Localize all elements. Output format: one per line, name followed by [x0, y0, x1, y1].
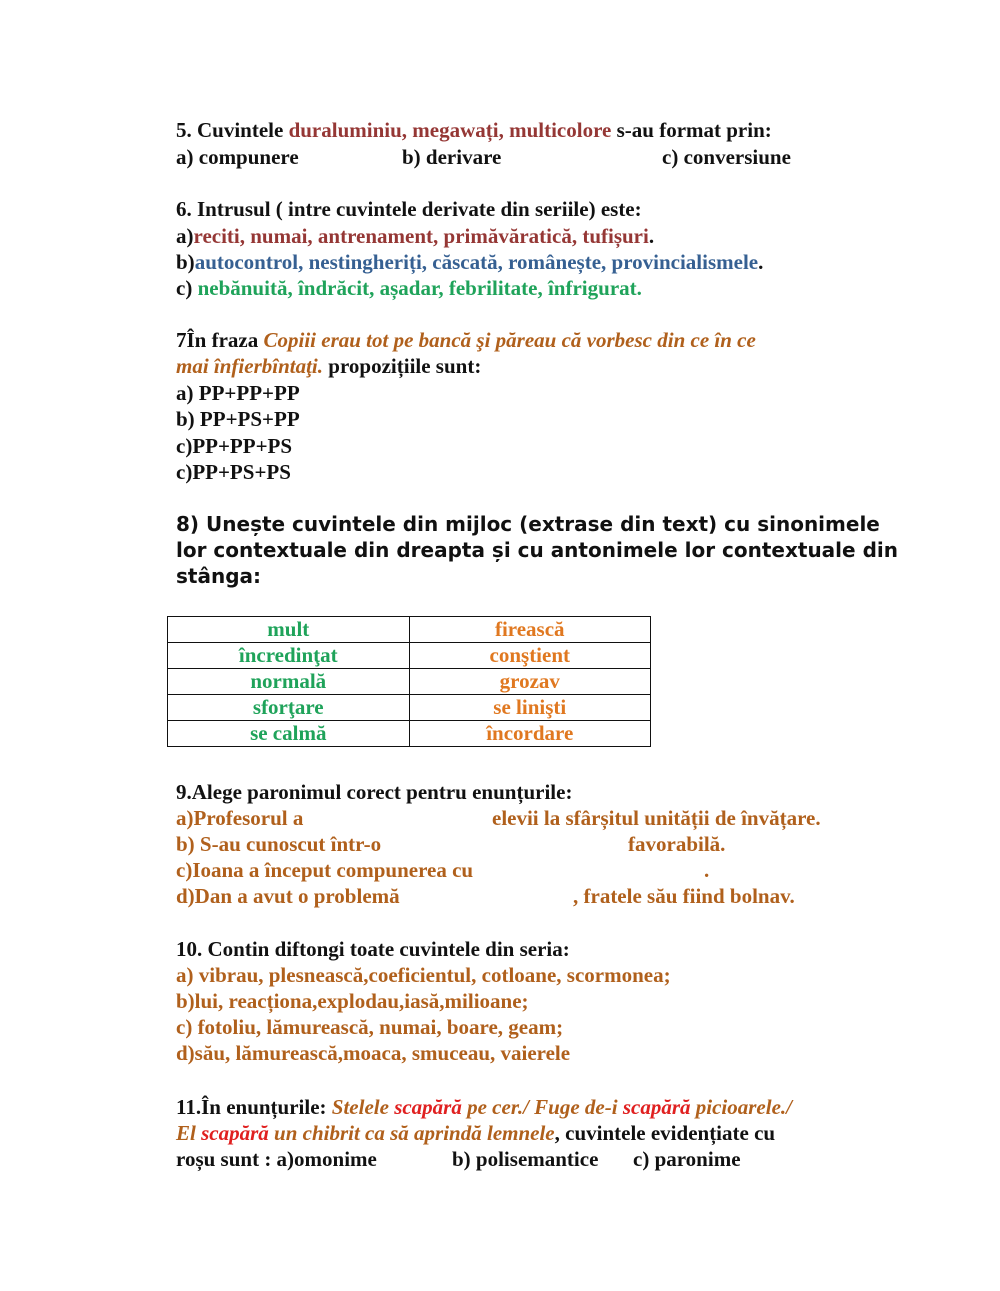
q10-option-b[interactable]: b)lui, reacționa,explodau,iasă,milioane;: [176, 989, 529, 1013]
q8-instruction-line3: stânga:: [176, 564, 262, 588]
q7-sentence-part1: Copiii erau tot pe bancă şi păreau că vorbesc din ce în ce: [263, 328, 756, 352]
q10-option-c[interactable]: c) fotoliu, lămurească, numai, boare, geam;: [176, 1015, 564, 1039]
q7-option-b[interactable]: b) PP+PS+PP: [176, 407, 300, 431]
q9-d-part1: d)Dan a avut o problemă: [176, 884, 400, 908]
q9-b-part1: b) S-au cunoscut într-o: [176, 832, 382, 856]
q6-a-dot: .: [648, 224, 655, 248]
table-row: [168, 643, 651, 669]
table-row: [168, 669, 651, 695]
q6-option-c[interactable]: [176, 275, 642, 301]
q7-option-c2[interactable]: c)PP+PS+PS: [176, 460, 291, 484]
q11-sentence-fragment: El: [176, 1121, 202, 1145]
q6-option-a[interactable]: [176, 223, 654, 249]
q6-a-label: a): [176, 224, 194, 248]
middle-word[interactable]: încredinţat: [168, 643, 410, 669]
q6-c-label: c): [176, 276, 198, 300]
q5-words: duraluminiu, megawați, multicolore: [288, 118, 612, 142]
q6-title: 6. Intrusul ( intre cuvintele derivate din seriile) este:: [176, 197, 642, 221]
q9-c-part1: c)Ioana a început compunerea cu: [176, 858, 474, 882]
q6-b-dot: .: [758, 250, 764, 274]
table-row: [168, 721, 651, 747]
q7-question-line1: [176, 327, 756, 353]
match-word[interactable]: încordare: [409, 721, 650, 747]
q8-instruction-line1: 8) Unește cuvintele din mijloc (extrase din text) cu sinonimele: [176, 512, 880, 536]
q9-title: 9.Alege paronimul corect pentru enunțurile:: [176, 780, 573, 804]
q9-a-part1: a)Profesorul a: [176, 806, 304, 830]
q11-option-b[interactable]: b) polisemantice: [452, 1147, 599, 1171]
match-word[interactable]: firească: [409, 617, 650, 643]
middle-word[interactable]: sforţare: [168, 695, 410, 721]
q5-option-a[interactable]: a) compunere: [176, 145, 299, 169]
q11-prefix: 11.În enunțurile:: [176, 1095, 332, 1119]
q5-option-c[interactable]: c) conversiune: [662, 145, 791, 169]
q8-matching-table: [167, 616, 651, 747]
q6-option-b[interactable]: [176, 249, 763, 275]
middle-word[interactable]: mult: [168, 617, 410, 643]
q10-option-a[interactable]: a) vibrau, plesnească,coeficientul, cotloane, scormonea;: [176, 963, 671, 987]
q5-suffix: s-au format prin:: [611, 118, 772, 142]
q11-sentence-fragment: Stelele: [331, 1095, 395, 1119]
middle-word[interactable]: normală: [168, 669, 410, 695]
q6-b-label: b): [176, 250, 195, 274]
q7-option-a[interactable]: a) PP+PP+PP: [176, 381, 300, 405]
table-row: [168, 695, 651, 721]
q9-d-part2: , fratele său fiind bolnav.: [573, 884, 795, 908]
q9-a-part2: elevii la sfârșitul unității de învățare.: [492, 806, 821, 830]
middle-word[interactable]: se calmă: [168, 721, 410, 747]
q6-b-text: autocontrol, nestingheriți, căscată, românește, provincialismele: [194, 250, 759, 274]
q7-question-line2: [176, 353, 481, 379]
q7-suffix: propozițiile sunt:: [323, 354, 482, 378]
q11-highlight-word: scapără: [394, 1095, 462, 1119]
q11-highlight-word: scapără: [201, 1121, 269, 1145]
q10-option-d[interactable]: d)său, lămurească,moaca, smuceau, vaierele: [176, 1041, 571, 1065]
q11-option-a-line[interactable]: roșu sunt : a)omonime: [176, 1147, 377, 1171]
q11-sentence-fragment: un chibrit ca să aprindă lemnele: [268, 1121, 555, 1145]
q5-question: [176, 117, 772, 143]
match-word[interactable]: conştient: [409, 643, 650, 669]
q5-option-b[interactable]: b) derivare: [402, 145, 502, 169]
q11-line2: [176, 1120, 775, 1146]
q6-c-text: nebănuită, îndrăcit, așadar, febrilitate, înfrigurat.: [197, 276, 642, 300]
q9-c-part2: .: [704, 858, 710, 882]
q7-option-c1[interactable]: c)PP+PP+PS: [176, 434, 293, 458]
q11-highlight-word: scapără: [622, 1095, 691, 1119]
q6-a-text: reciti, numai, antrenament, primăvăratică, tufișuri: [193, 224, 649, 248]
q11-line1: [176, 1094, 792, 1120]
q11-suffix: , cuvintele evidențiate cu: [554, 1121, 776, 1145]
q10-title: 10. Contin diftongi toate cuvintele din seria:: [176, 937, 570, 961]
q8-instruction-line2: lor contextuale din dreapta și cu antonimele lor contextuale din: [176, 538, 898, 562]
q7-sentence-part2: mai înfierbîntaţi.: [176, 354, 324, 378]
match-word[interactable]: grozav: [409, 669, 650, 695]
q11-sentence-fragment: pe cer./ Fuge de-i: [461, 1095, 623, 1119]
q11-sentence-fragment: picioarele./: [690, 1095, 792, 1119]
q5-prefix: 5. Cuvintele: [176, 118, 289, 142]
table-row: [168, 617, 651, 643]
q7-prefix: 7În fraza: [176, 328, 264, 352]
q9-b-part2: favorabilă.: [628, 832, 726, 856]
match-word[interactable]: se linişti: [409, 695, 650, 721]
q11-option-c[interactable]: c) paronime: [633, 1147, 741, 1171]
